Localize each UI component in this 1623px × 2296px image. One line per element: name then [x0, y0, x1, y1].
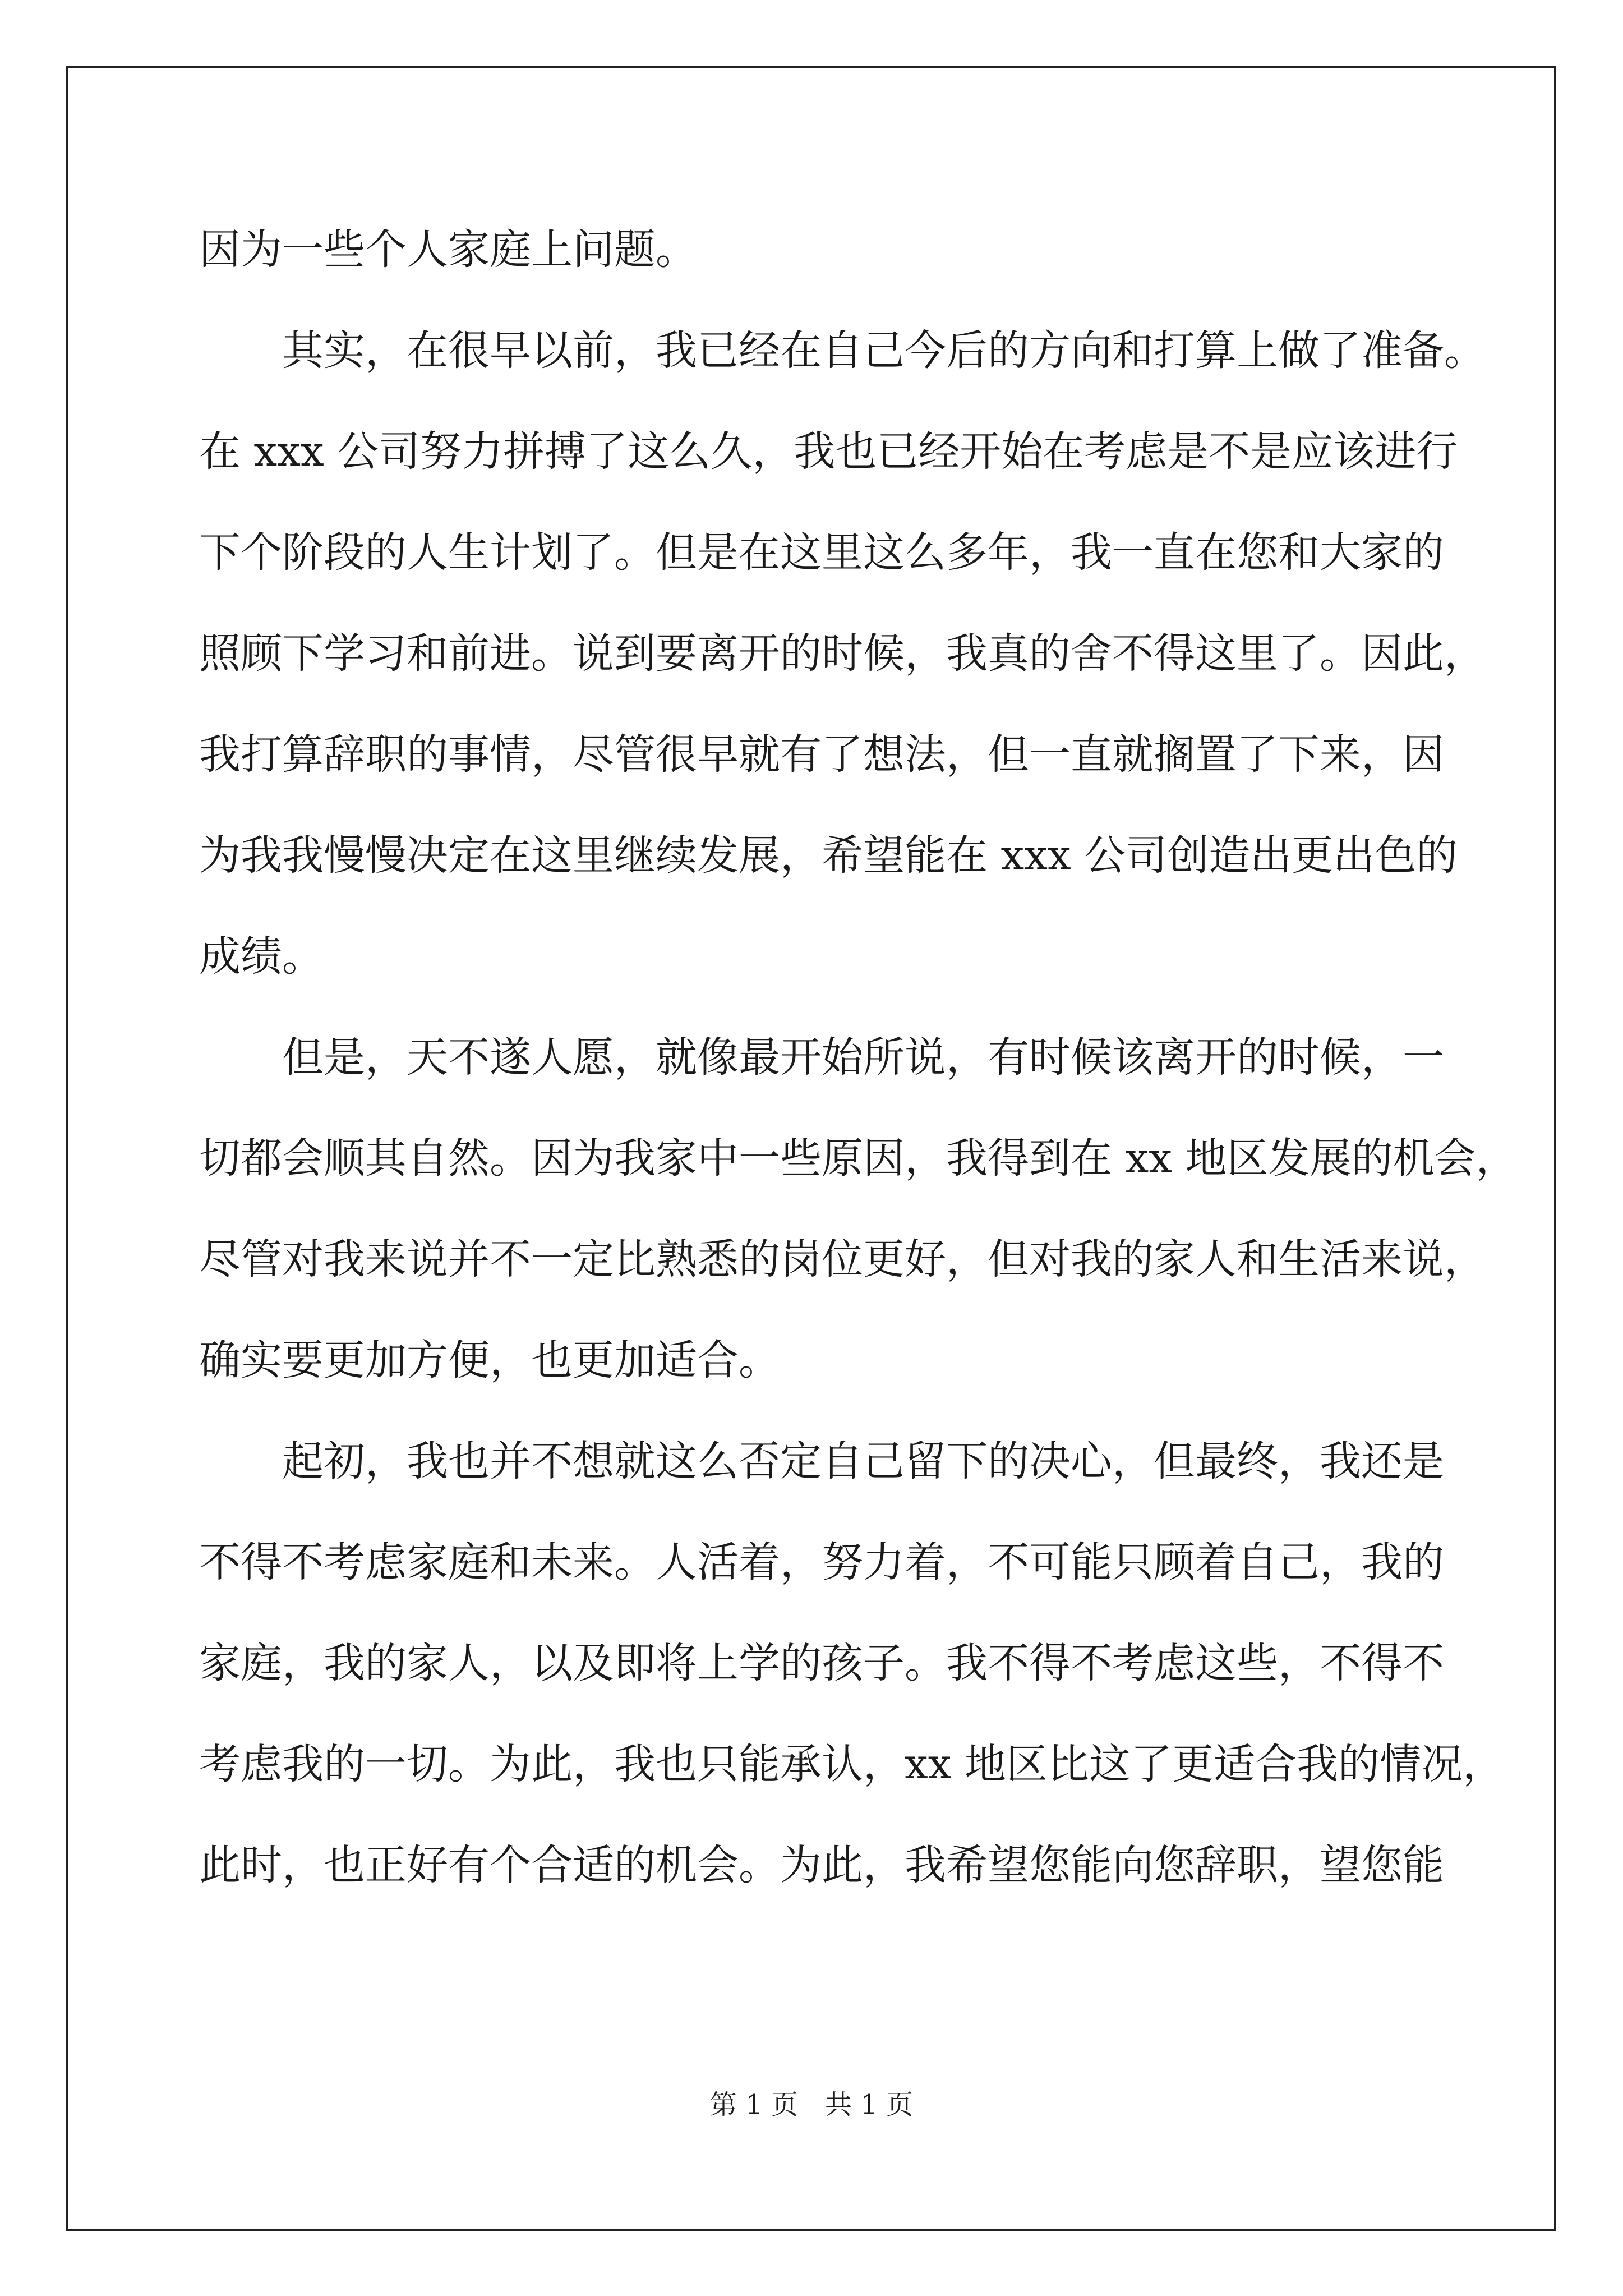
text-line: 成绩。	[199, 932, 324, 981]
page-number: 第 1 页 共 1 页	[709, 2089, 914, 2120]
text-line: 确实要更加方便，也更加适合。	[199, 1336, 780, 1384]
text-line: 不得不考虑家庭和未来。人活着，努力着，不可能只顾着自己，我的	[199, 1538, 1444, 1586]
text-line: 因为一些个人家庭上问题。	[199, 226, 697, 274]
text-line: 但是，天不遂人愿，就像最开始所说，有时候该离开的时候，一	[282, 1033, 1444, 1082]
text-line: 家庭，我的家人，以及即将上学的孩子。我不得不考虑这些，不得不	[199, 1639, 1444, 1687]
text-line: 我打算辞职的事情，尽管很早就有了想法，但一直就搁置了下来，因	[199, 730, 1444, 779]
text-line: 起初，我也并不想就这么否定自己留下的决心，但最终，我还是	[282, 1437, 1444, 1485]
text-line: 切都会顺其自然。因为我家中一些原因，我得到在 xx 地区发展的机会，	[199, 1134, 1518, 1182]
text-line: 此时，也正好有个合适的机会。为此，我希望您能向您辞职，望您能	[199, 1841, 1444, 1889]
text-line: 考虑我的一切。为此，我也只能承认，xx 地区比这了更适合我的情况，	[199, 1740, 1504, 1788]
text-line: 下个阶段的人生计划了。但是在这里这么多年，我一直在您和大家的	[199, 528, 1444, 577]
text-line: 照顾下学习和前进。说到要离开的时候，我真的舍不得这里了。因此，	[199, 629, 1486, 678]
text-line: 在 xxx 公司努力拼搏了这么久，我也已经开始在考虑是不是应该进行	[199, 427, 1458, 476]
text-line: 其实，在很早以前，我已经在自己今后的方向和打算上做了准备。	[282, 326, 1486, 375]
text-line: 尽管对我来说并不一定比熟悉的岗位更好，但对我的家人和生活来说，	[199, 1235, 1486, 1283]
text-line: 为我我慢慢决定在这里继续发展，希望能在 xxx 公司创造出更出色的	[199, 831, 1458, 880]
